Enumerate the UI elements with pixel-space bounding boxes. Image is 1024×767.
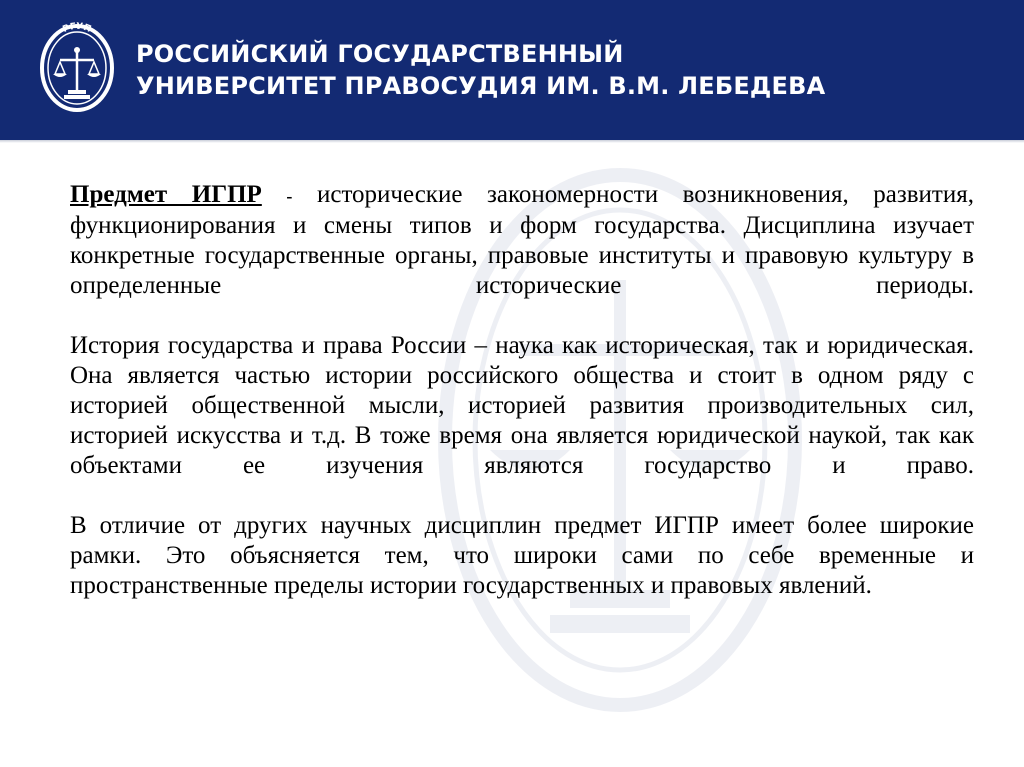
university-logo-icon	[38, 22, 116, 114]
header-bar	[0, 0, 1024, 140]
term-dash: -	[286, 186, 293, 206]
svg-text:РГУП: РГУП	[61, 22, 93, 35]
university-name	[136, 38, 825, 102]
subject-term: Предмет ИГПР	[70, 181, 262, 208]
university-name-line1: РОССИЙСКИЙ ГОСУДАРСТВЕННЫЙ	[136, 40, 624, 68]
paragraph-history: История государства и права России – наука как историческая, так и юридическая. Она является частью истории российского общества и стоит в одном ряду с историей общественной мысли, историей развития производительных сил, историей искусства и т.д. В тоже время она является юридической наукой, так как объектами ее изучения являются государство и право.	[70, 332, 974, 479]
slide-content	[70, 180, 974, 631]
header-divider	[0, 140, 1024, 143]
paragraph-subject	[70, 180, 974, 301]
university-name-line2: УНИВЕРСИТЕТ ПРАВОСУДИЯ ИМ. В.М. ЛЕБЕДЕВА	[136, 72, 826, 100]
paragraph-scope: В отличие от других научных дисциплин предмет ИГПР имеет более широкие рамки. Это объясняется тем, что широки сами по себе временные и пространственные пределы истории государственных и правовых явлений.	[70, 512, 974, 599]
subject-definition: исторические закономерности возникновения, развития, функционирования и смены типов и форм государства. Дисциплина изучает конкретные государственные органы, правовые институты и правовую культуру в определенные исторические периоды.	[70, 181, 974, 299]
